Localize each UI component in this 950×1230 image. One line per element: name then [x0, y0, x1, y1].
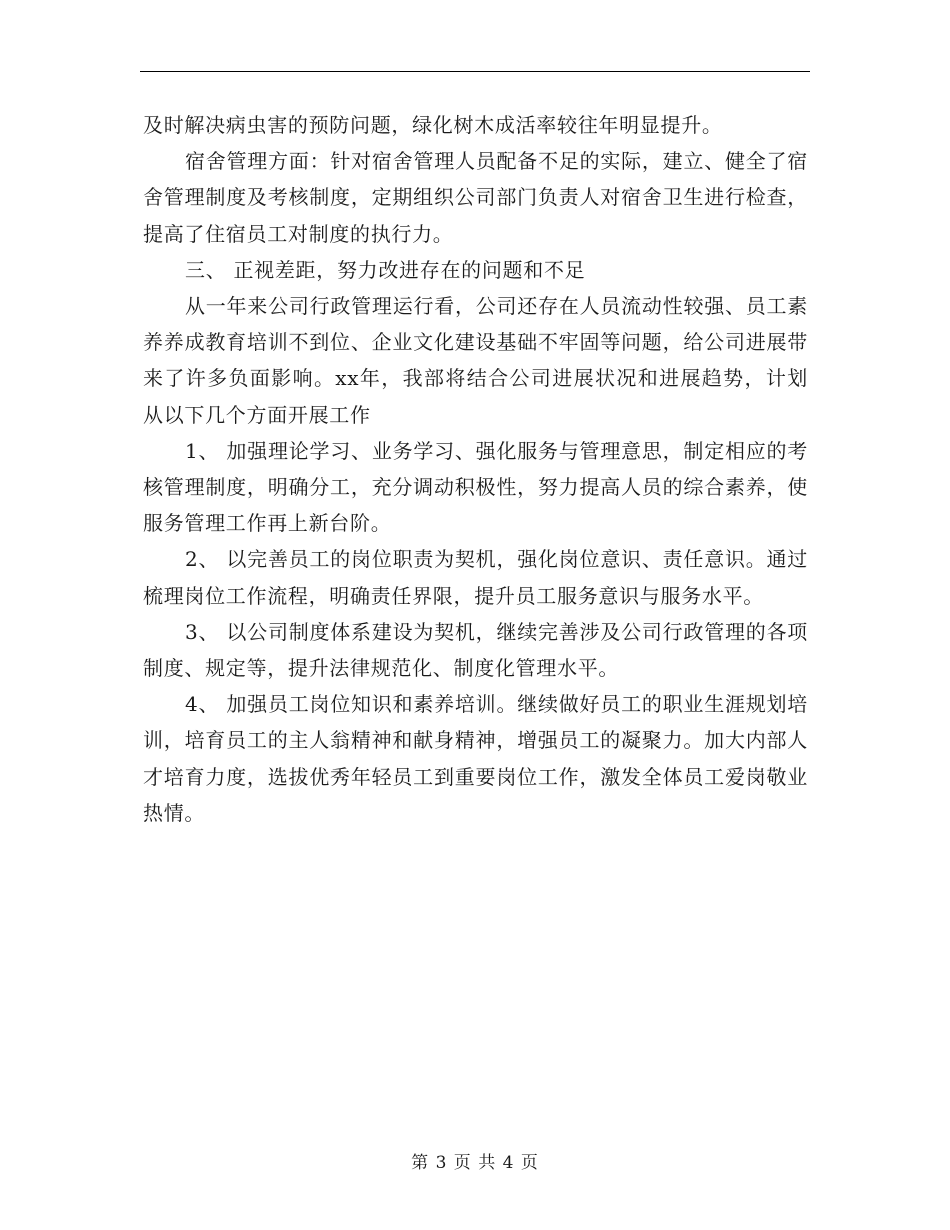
paragraph: 从一年来公司行政管理运行看，公司还存在人员流动性较强、员工素养养成教育培训不到位、企业文化建设基础不牢固等问题，给公司进展带来了许多负面影响。xx年，我部将结合公司进展状况和进展趋势，计划从以下几个方面开展工作 [143, 294, 808, 427]
paragraph: 宿舍管理方面：针对宿舍管理人员配备不足的实际，建立、健全了宿舍管理制度及考核制度，定期组织公司部门负责人对宿舍卫生进行检查，提高了住宿员工对制度的执行力。 [143, 149, 808, 246]
list-item: 1、 加强理论学习、业务学习、强化服务与管理意思，制定相应的考核管理制度，明确分工，充分调动积极性，努力提高人员的综合素养，使服务管理工作再上新台阶。 [143, 438, 808, 536]
list-item: 2、 以完善员工的岗位职责为契机，强化岗位意识、责任意识。通过梳理岗位工作流程，明确责任界限，提升员工服务意识与服务水平。 [143, 547, 808, 608]
section-heading: 三、 正视差距，努力改进存在的问题和不足 [185, 257, 586, 282]
list-item: 3、 以公司制度体系建设为契机，继续完善涉及公司行政管理的各项制度、规定等，提升法律规范化、制度化管理水平。 [143, 619, 808, 681]
page-number: 第 3 页 共 4 页 [411, 1153, 539, 1173]
list-item: 4、 加强员工岗位知识和素养培训。继续做好员工的职业生涯规划培训，培育员工的主人翁精神和献身精神，增强员工的凝聚力。加大内部人才培育力度，选拔优秀年轻员工到重要岗位工作，激发全体员工爱岗敬业热情。 [143, 692, 808, 825]
header-rule [140, 71, 810, 72]
paragraph: 及时解决病虫害的预防问题，绿化树木成活率较往年明显提升。 [143, 113, 723, 137]
document-body [143, 107, 808, 831]
